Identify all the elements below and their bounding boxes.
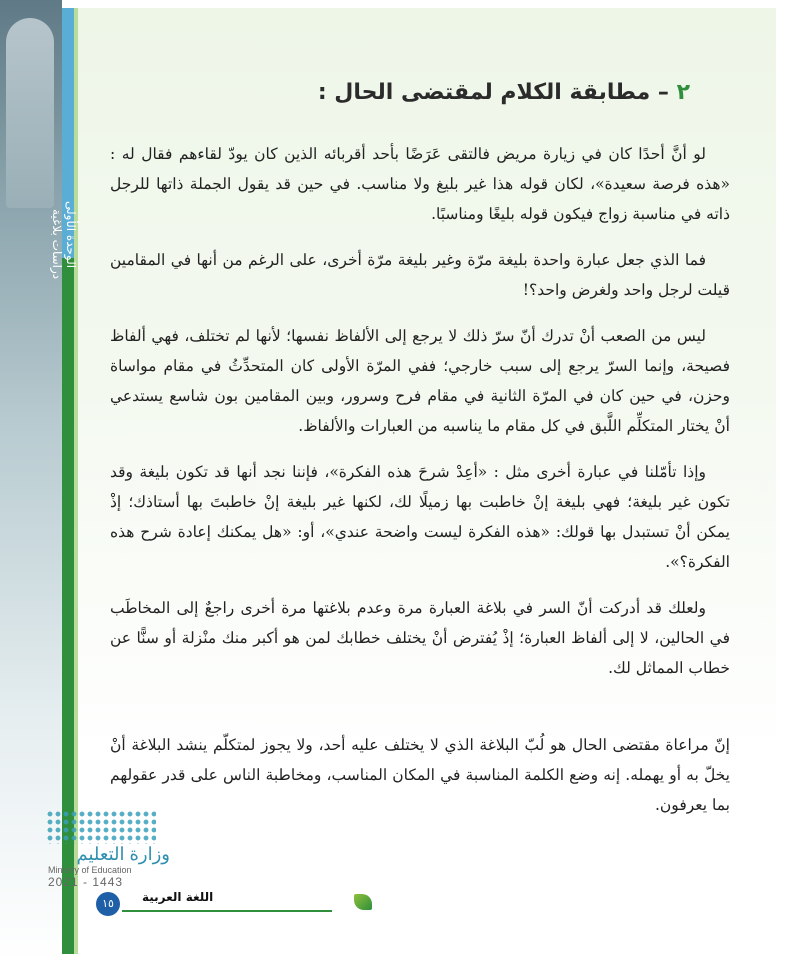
- leaf-icon: [354, 894, 372, 910]
- section-number: ٢: [676, 80, 690, 105]
- page-footer: [82, 888, 372, 918]
- section-label: دراسات بلاغية: [50, 208, 64, 280]
- side-section-tab: [50, 120, 78, 350]
- section-title-text: – مطابقة الكلام لمقتضى الحال :: [317, 80, 669, 105]
- main-content: [110, 60, 730, 699]
- unit-label: الوحدة الأولى: [64, 201, 78, 269]
- summary-paragraph: إنّ مراعاة مقتضى الحال هو لُبّ البلاغة الذي لا يختلف عليه أحد، ولا يجوز لمتكلّم ينشد البلاغة أنْ يخلّ به أو يهمله. إنه وضع الكلمة المناسبة في المكان المناسب، ومخاطبة الناس على قدر عقولهم بما يعرفون.: [110, 736, 730, 814]
- logo-arabic-text: وزارة التعليم: [76, 844, 170, 864]
- logo-dots-icon: [46, 810, 156, 844]
- logo-year-text: 2021 - 1443: [48, 875, 124, 889]
- ministry-logo: [20, 810, 170, 889]
- paragraph: فما الذي جعل عبارة واحدة بليغة مرّة وغير بليغة مرّة أخرى، على الرغم من أنها في المقامين قيلت لرجل واحد ولغرض واحد؟!: [110, 251, 730, 299]
- section-title: [110, 80, 690, 105]
- footer-line: [122, 910, 332, 912]
- paragraph: ولعلك قد أدركت أنّ السر في بلاغة العبارة مرة وعدم بلاغتها مرة أخرى راجعٌ إلى المخاطَب في الحالين، لا إلى ألفاظ العبارة؛ إذْ يُفترض أنْ يختلف خطابك لمن هو أكبر منك منْزلة أو سنًّا عن خطاب المماثل لك.: [110, 599, 730, 677]
- paragraph: لو أنَّ أحدًا كان في زيارة مريض فالتقى عَرَضًا بأحد أقربائه الذين كان يودّ لقاءهم فقال له : «هذه فرصة سعيدة»، لكان قوله هذا غير بليغ ولا مناسب. في حين قد يقول الجملة ذاتها للرجل ذاته في مناسبة زواج فيكون قوله بليغًا ومناسبًا.: [110, 145, 730, 223]
- paragraph: ليس من الصعب أنْ تدرك أنّ سرّ ذلك لا يرجع إلى الألفاظ نفسها؛ لأنها لم تختلف، فهي ألفاظ فصيحة، وإنما السرّ يرجع إلى سبب خارجي؛ ففي المرّة الأولى كان المتحدِّثُ في مقام مواساة وحزن، في حين كان في المرّة الثانية في مقام فرح وسرور، وبين المقامين بون شاسع يستدعي أنْ يختار المتكلِّم اللَّبق في كل مقام ما يناسبه من العبارات والألفاظ.: [110, 327, 730, 435]
- page-number-badge: ١٥: [96, 892, 120, 916]
- minaret-image: [6, 18, 54, 208]
- book-title: اللغة العربية: [142, 890, 214, 904]
- paragraph: وإذا تأمّلنا في عبارة أخرى مثل : «أعِدْ شرحَ هذه الفكرة»، فإننا نجد أنها قد تكون بليغة وقد تكون غير بليغة؛ فهي بليغة إنْ خاطبت بها زميلًا لك، لكنها غير بليغة إنْ خاطبتَ بها أستاذك؛ إذْ يمكن أنْ تستبدل بها قولك: «هذه الفكرة ليست واضحة عندي»، أو: «هل يمكنك إعادة شرح هذه الفكرة؟».: [110, 463, 730, 571]
- logo-english-text: Ministry of Education: [48, 865, 132, 875]
